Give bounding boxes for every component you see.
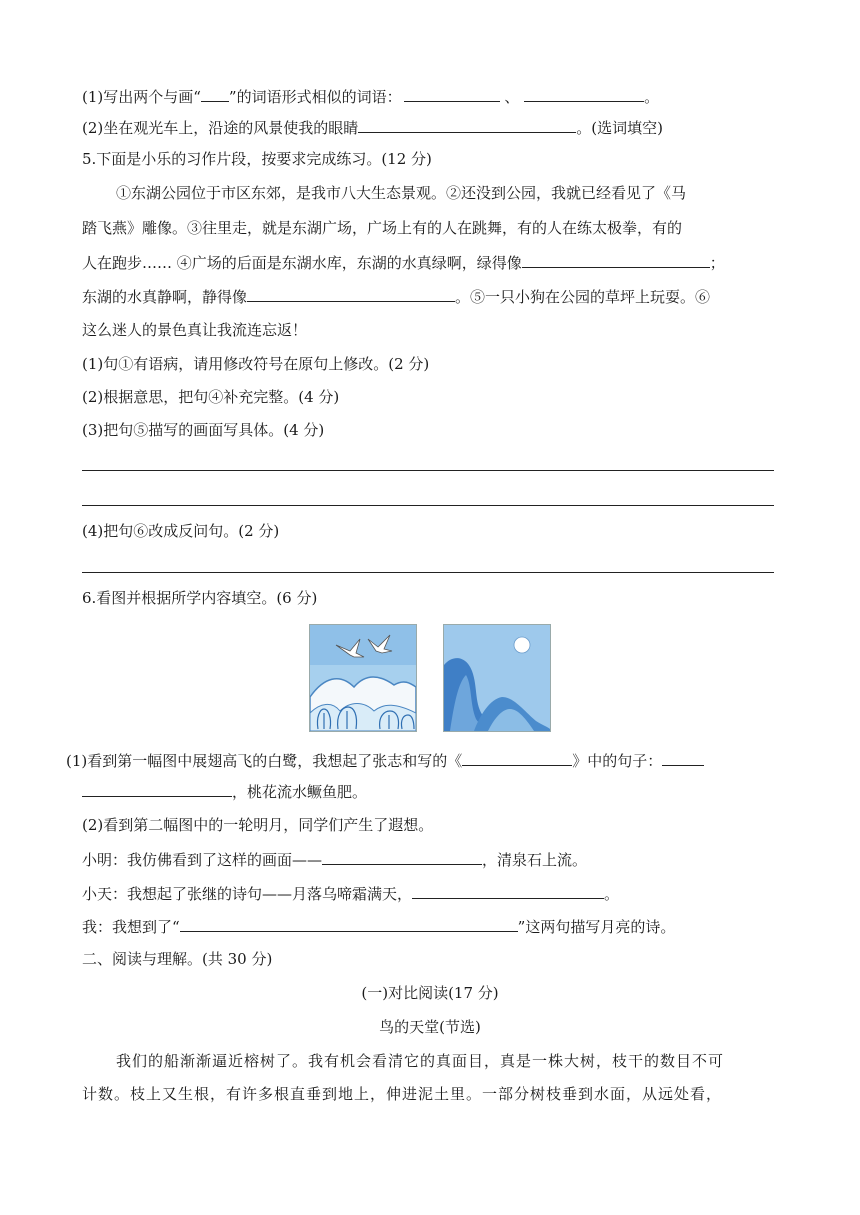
q6-sub2: (2)看到第二幅图中的一轮明月，同学们产生了遐想。 xyxy=(82,816,434,834)
q6-sub1-text-b: 》中的句子： xyxy=(572,752,663,770)
q5-sentence4-blank1[interactable] xyxy=(522,252,710,268)
q5-title: 5.下面是小乐的习作片段，按要求完成练习。(12 分) xyxy=(82,150,432,168)
section2-title: 二、阅读与理解。(共 30 分) xyxy=(82,950,273,968)
q6-xiaotian-text-b: 。 xyxy=(604,885,620,903)
q6-poem-title-blank[interactable] xyxy=(462,750,572,766)
q6-me-blank[interactable] xyxy=(180,916,518,932)
q4-item1-end: 。 xyxy=(644,88,660,106)
q6-sub1-line1 xyxy=(66,750,704,771)
q5-passage-line5: 这么迷人的景色真让我流连忘返！ xyxy=(82,321,308,339)
q5-passage-line4-end: 。⑤一只小狗在公园的草坪上玩耍。⑥ xyxy=(455,288,711,306)
q5-passage-line2: 踏飞燕》雕像。③往里走，就是东湖广场，广场上有的人在跳舞，有的人在练太极拳，有的 xyxy=(82,219,683,237)
answer-line[interactable] xyxy=(82,505,774,506)
q5-passage-line3-end: ； xyxy=(709,254,725,272)
article-para-line1: 我们的船渐渐逼近榕树了。我有机会看清它的真面目，真是一株大树，枝干的数目不可 xyxy=(116,1052,725,1070)
q5-sub3: (3)把句⑤描写的画面写具体。(4 分) xyxy=(82,421,325,439)
q6-xiaotian-blank[interactable] xyxy=(412,883,604,899)
q6-title: 6.看图并根据所学内容填空。(6 分) xyxy=(82,589,318,607)
q5-sub1: (1)句①有语病，请用修改符号在原句上修改。(2 分) xyxy=(82,355,430,373)
q6-xiaotian xyxy=(82,883,619,904)
q5-passage-line1: ①东湖公园位于市区东郊，是我市八大生态景观。②还没到公园，我就已经看见了《马 xyxy=(116,184,687,202)
q6-sub1-text-c: ，桃花流水鳜鱼肥。 xyxy=(232,783,368,801)
q5-passage-line3 xyxy=(82,252,725,273)
q6-me-text-b: ”这两句描写月亮的诗。 xyxy=(517,918,676,936)
q5-sentence4-blank2[interactable] xyxy=(247,286,455,302)
article-para-line2: 计数。枝上又生根，有许多根直垂到地上，伸进泥土里。一部分树枝垂到水面，从远处看， xyxy=(82,1085,723,1103)
moon-mountain-picture xyxy=(443,624,551,732)
q6-xiaoming-text-b: ，清泉石上流。 xyxy=(482,851,588,869)
answer-line[interactable] xyxy=(82,572,774,573)
q4-item1-prefix: (1)写出两个与画“ xyxy=(82,88,201,106)
egret-mountain-picture xyxy=(309,624,417,732)
q6-xiaoming-blank[interactable] xyxy=(322,849,482,865)
q5-sub4: (4)把句⑥改成反问句。(2 分) xyxy=(82,522,280,540)
q6-xiaoming-text-a: 小明：我仿佛看到了这样的画面—— xyxy=(82,851,323,869)
q4-item2-end: 。(选词填空) xyxy=(576,119,663,137)
article-title: 鸟的天堂(节选) xyxy=(379,1018,481,1036)
q4-item1-blank2[interactable] xyxy=(524,86,644,102)
q4-item1-underlined-word xyxy=(201,86,229,102)
section2-sub-title: (一)对比阅读(17 分) xyxy=(361,984,499,1002)
q4-item1 xyxy=(82,86,659,107)
q5-passage-line4-text: 东湖的水真静啊，静得像 xyxy=(82,288,248,306)
q6-xiaoming xyxy=(82,849,587,870)
q4-item2-blank[interactable] xyxy=(358,117,576,133)
q6-me-text-a: 我：我想到了“ xyxy=(82,918,180,936)
q4-item1-blank1[interactable] xyxy=(404,86,500,102)
q5-passage-line4 xyxy=(82,286,710,307)
q4-item2-prefix: (2)坐在观光车上，沿途的风景使我的眼睛 xyxy=(82,119,359,137)
q6-sub1-line2 xyxy=(82,781,367,802)
q4-item2 xyxy=(82,117,663,138)
q6-poem-line-blank-cont[interactable] xyxy=(82,781,232,797)
q4-item1-suffix: ”的词语形式相似的词语： xyxy=(228,88,402,106)
q4-item1-sep: 、 xyxy=(504,88,520,106)
answer-line[interactable] xyxy=(82,470,774,471)
q6-sub1-text-a: (1)看到第一幅图中展翅高飞的白鹭，我想起了张志和写的《 xyxy=(66,752,463,770)
q6-poem-line-blank[interactable] xyxy=(662,750,704,766)
q5-sub2: (2)根据意思，把句④补充完整。(4 分) xyxy=(82,388,340,406)
q6-xiaotian-text-a: 小天：我想起了张继的诗句——月落乌啼霜满天， xyxy=(82,885,413,903)
q5-passage-line3-text: 人在跑步…… ④广场的后面是东湖水库，东湖的水真绿啊，绿得像 xyxy=(82,254,522,272)
q6-me xyxy=(82,916,675,937)
